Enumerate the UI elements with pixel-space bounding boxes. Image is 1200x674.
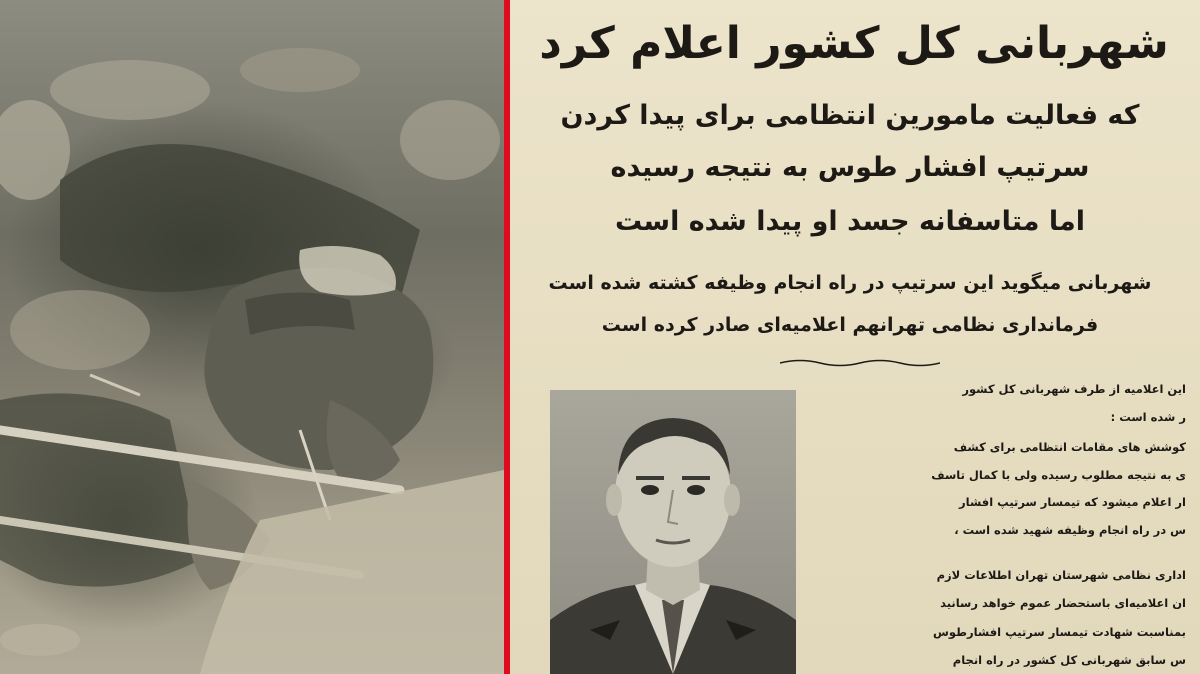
photo-drawing — [0, 0, 504, 674]
body-line-4: ی به نتیجه مطلوب رسیده ولی با کمال تاسف — [931, 470, 1186, 482]
headline-sub-3: اما متاسفانه جسد او پیدا شده است — [614, 206, 1086, 237]
newspaper-clipping — [510, 0, 1200, 674]
body-line-1: این اعلامیه از طرف شهربانی کل کشور — [962, 384, 1186, 396]
subhead-1: شهربانی میگوید این سرتیپ در راه انجام وظیفه کشته شده است — [548, 272, 1152, 294]
portrait-drawing — [550, 390, 796, 674]
body-line-8: ان اعلامیه‌ای باستحضار عموم خواهد رسانید — [940, 598, 1186, 610]
body-line-6: س در راه انجام وظیفه شهید شده است ، — [954, 525, 1186, 537]
ornament-divider — [780, 358, 940, 368]
headline-sub-1: که فعالیت مامورین انتظامی برای پیدا کردن — [560, 100, 1140, 131]
body-line-7: اداری نظامی شهرستان تهران اطلاعات لازم — [936, 570, 1186, 582]
body-line-2: ر شده است : — [1110, 412, 1186, 424]
body-line-10: س سابق شهربانی کل کشور در راه انجام — [952, 655, 1186, 667]
headline-main: شهربانی کل کشور اعلام کرد — [539, 18, 1169, 69]
headline-sub-2: سرتیپ افشار طوس به نتیجه رسیده — [610, 152, 1090, 183]
body-line-3: کوشش های مقامات انتظامی برای کشف — [953, 442, 1186, 454]
body-line-9: بمناسبت شهادت تیمسار سرتیپ افشارطوس — [933, 627, 1186, 639]
officer-portrait — [550, 390, 796, 674]
subhead-2: فرمانداری نظامی تهرانهم اعلامیه‌ای صادر کرده است — [601, 314, 1099, 336]
body-line-5: ار اعلام میشود که تیمسار سرتیپ افشار — [959, 497, 1186, 509]
archival-photo-body-in-trench — [0, 0, 504, 674]
